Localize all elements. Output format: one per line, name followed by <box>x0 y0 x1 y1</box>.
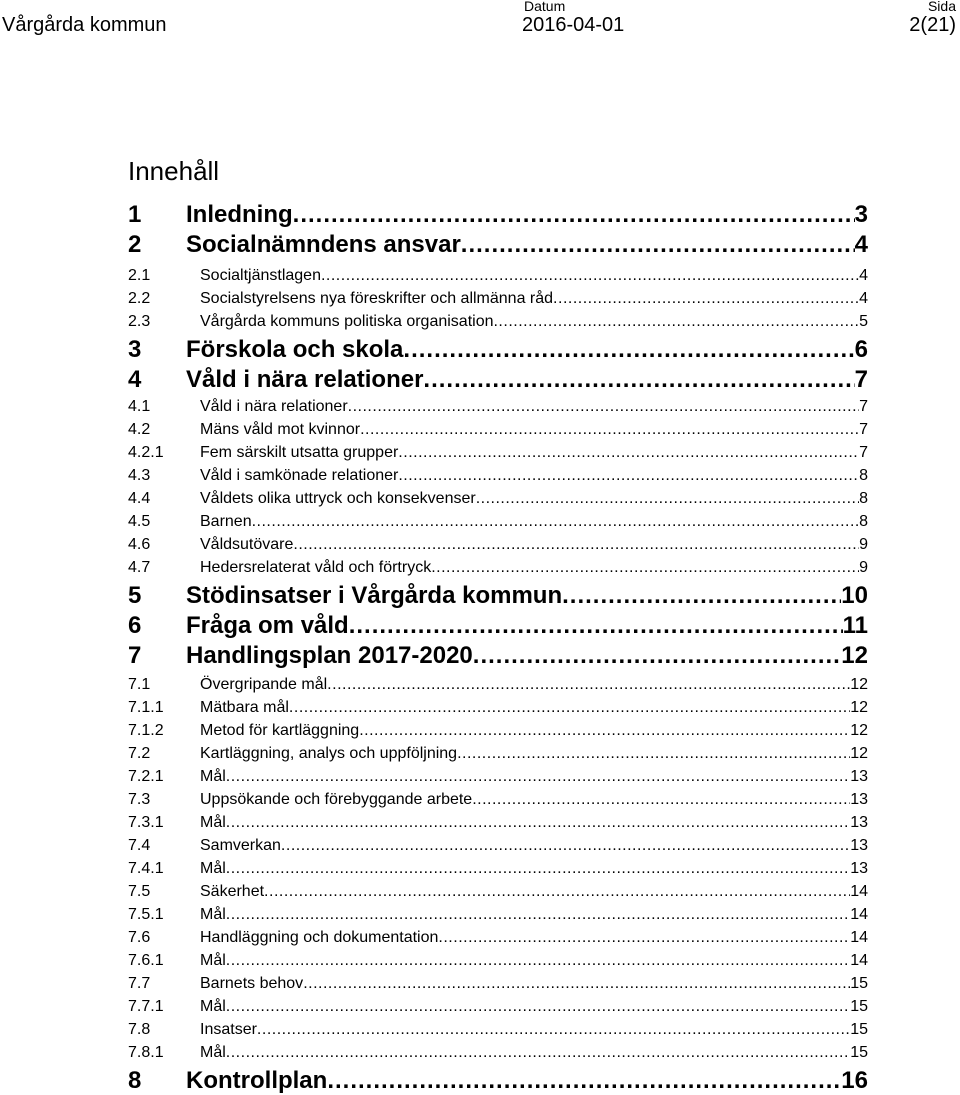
toc-entry[interactable] <box>128 788 868 810</box>
toc-entry-page: 13 <box>850 791 868 808</box>
toc-dot-leader <box>226 997 850 1017</box>
toc-dot-leader <box>457 744 850 764</box>
toc-entry-title: Mål <box>200 814 226 831</box>
toc-dot-leader <box>289 698 850 718</box>
toc-entry[interactable] <box>128 857 868 879</box>
toc-entry[interactable] <box>128 972 868 994</box>
toc-dot-leader <box>327 1067 841 1095</box>
toc-entry-page: 12 <box>850 745 868 762</box>
toc-entry-page: 14 <box>850 906 868 923</box>
toc-entry-number: 4.7 <box>128 559 151 576</box>
toc-dot-leader <box>252 512 860 532</box>
toc-entry-title: Handläggning och dokumentation <box>200 929 439 946</box>
toc-entry-title: Mål <box>200 952 226 969</box>
toc-entry[interactable] <box>128 1018 868 1040</box>
toc-entry[interactable] <box>128 719 868 741</box>
toc-entry-title: Metod för kartläggning <box>200 722 360 739</box>
toc-entry-number: 7.3.1 <box>128 814 164 831</box>
toc-entry-page: 16 <box>841 1067 868 1094</box>
toc-entry[interactable] <box>128 334 868 364</box>
toc-entry-number: 2 <box>128 231 142 258</box>
toc-entry-number: 7.6.1 <box>128 952 164 969</box>
toc-entry[interactable] <box>128 903 868 925</box>
toc-entry-title: Våldsutövare <box>200 536 294 553</box>
toc-entry-title: Socialstyrelsens nya föreskrifter och allmänna råd <box>200 290 554 307</box>
toc-entry-page: 7 <box>859 444 868 461</box>
toc-entry-number: 5 <box>128 582 142 609</box>
toc-entry[interactable] <box>128 696 868 718</box>
toc-entry-title: Mål <box>200 860 226 877</box>
toc-entry-number: 4.2 <box>128 421 151 438</box>
toc-entry-number: 4.1 <box>128 398 151 415</box>
toc-entry-number: 7.1.1 <box>128 699 164 716</box>
toc-entry-title: Mätbara mål <box>200 699 289 716</box>
toc-entry-page: 8 <box>859 490 868 507</box>
toc-entry-number: 4.4 <box>128 490 151 507</box>
page-number: 2(21) <box>909 14 956 36</box>
toc-dot-leader <box>553 289 859 309</box>
toc-dot-leader <box>438 928 850 948</box>
toc-entry-number: 3 <box>128 336 142 363</box>
toc-entry-number: 7.8.1 <box>128 1044 164 1061</box>
toc-entry[interactable] <box>128 1065 868 1095</box>
toc-entry-number: 4.5 <box>128 513 151 530</box>
toc-entry[interactable] <box>128 673 868 695</box>
page-label: Sida <box>927 0 956 14</box>
toc-entry-page: 10 <box>841 582 868 609</box>
toc-entry-page: 12 <box>850 676 868 693</box>
toc-entry-number: 4.6 <box>128 536 151 553</box>
toc-entry-page: 15 <box>850 1021 868 1038</box>
toc-entry-page: 15 <box>850 998 868 1015</box>
toc-entry[interactable] <box>128 464 868 486</box>
toc-entry[interactable] <box>128 287 868 309</box>
toc-dot-leader <box>359 721 850 741</box>
toc-entry-page: 15 <box>850 1044 868 1061</box>
toc-dot-leader <box>398 466 859 486</box>
toc-entry[interactable] <box>128 1041 868 1063</box>
toc-entry-page: 8 <box>859 513 868 530</box>
toc-entry-number: 7.2.1 <box>128 768 164 785</box>
toc-entry[interactable] <box>128 229 868 259</box>
toc-entry[interactable] <box>128 395 868 417</box>
toc-entry-page: 12 <box>850 722 868 739</box>
toc-entry-number: 7.6 <box>128 929 151 946</box>
toc-entry-number: 7.1 <box>128 676 151 693</box>
toc-entry[interactable] <box>128 441 868 463</box>
toc-entry-page: 7 <box>859 398 868 415</box>
toc-entry[interactable] <box>128 364 868 394</box>
toc-dot-leader <box>257 1020 850 1040</box>
toc-entry-title: Mål <box>200 768 226 785</box>
toc-dot-leader <box>264 882 850 902</box>
toc-entry[interactable] <box>128 556 868 578</box>
toc-entry-title: Säkerhet <box>200 883 265 900</box>
toc-entry-number: 7.1.2 <box>128 722 164 739</box>
toc-entry-number: 4.3 <box>128 467 151 484</box>
toc-dot-leader <box>293 535 859 555</box>
date-value: 2016-04-01 <box>522 14 625 36</box>
toc-dot-leader <box>303 974 850 994</box>
toc-entry-page: 11 <box>842 612 868 639</box>
toc-entry-title: Uppsökande och förebyggande arbete <box>200 791 473 808</box>
toc-entry-title: Stödinsatser i Vårgårda kommun <box>186 582 563 609</box>
toc-entry-page: 13 <box>850 860 868 877</box>
organization-name: Vårgårda kommun <box>2 14 167 36</box>
toc-entry-page: 12 <box>841 642 868 669</box>
toc-entry[interactable] <box>128 310 868 332</box>
toc-entry[interactable] <box>128 487 868 509</box>
toc-dot-leader <box>476 489 859 509</box>
toc-entry-number: 7.5 <box>128 883 151 900</box>
toc-entry[interactable] <box>128 949 868 971</box>
toc-entry-page: 12 <box>850 699 868 716</box>
toc-entry-page: 7 <box>859 421 868 438</box>
toc-dot-leader <box>461 231 855 259</box>
toc-dot-leader <box>281 836 850 856</box>
toc-entry-page: 8 <box>859 467 868 484</box>
toc-dot-leader <box>493 312 859 332</box>
toc-entry[interactable] <box>128 418 868 440</box>
toc-entry-page: 6 <box>854 336 868 363</box>
toc-dot-leader <box>403 336 854 364</box>
toc-dot-leader <box>226 951 850 971</box>
toc-entry-title: Handlingsplan 2017-2020 <box>186 642 473 669</box>
toc-entry-title: Barnets behov <box>200 975 304 992</box>
toc-entry-title: Inledning <box>186 201 293 228</box>
toc-entry-number: 7.8 <box>128 1021 151 1038</box>
toc-entry-title: Våld i nära relationer <box>200 398 348 415</box>
toc-title: Innehåll <box>128 156 220 186</box>
toc-entry-number: 7.7 <box>128 975 151 992</box>
toc-entry-page: 9 <box>859 536 868 553</box>
toc-entry-title: Fem särskilt utsatta grupper <box>200 444 399 461</box>
toc-dot-leader <box>321 266 859 286</box>
toc-entry-title: Fråga om våld <box>186 612 349 639</box>
toc-entry-number: 2.1 <box>128 267 151 284</box>
toc-entry[interactable] <box>128 640 868 670</box>
toc-entry-title: Mäns våld mot kvinnor <box>200 421 361 438</box>
toc-entry[interactable] <box>128 742 868 764</box>
toc-dot-leader <box>226 767 850 787</box>
toc-entry-title: Socialnämndens ansvar <box>186 231 461 258</box>
toc-entry-title: Mål <box>200 1044 226 1061</box>
toc-entry-number: 2.3 <box>128 313 151 330</box>
toc-entry-number: 7.7.1 <box>128 998 164 1015</box>
toc-entry-page: 4 <box>859 267 868 284</box>
toc-entry-title: Våld i samkönade relationer <box>200 467 399 484</box>
toc-entry-title: Socialtjänstlagen <box>200 267 321 284</box>
toc-dot-leader <box>473 642 842 670</box>
toc-entry[interactable] <box>128 510 868 532</box>
toc-entry-number: 7.5.1 <box>128 906 164 923</box>
toc-entry-number: 6 <box>128 612 142 639</box>
toc-entry-number: 7.4 <box>128 837 151 854</box>
toc-entry-title: Våldets olika uttryck och konsekvenser <box>200 490 476 507</box>
toc-entry[interactable] <box>128 926 868 948</box>
toc-entry-title: Våld i nära relationer <box>186 366 424 393</box>
toc-entry[interactable] <box>128 995 868 1017</box>
toc-entry[interactable] <box>128 199 868 229</box>
toc-dot-leader <box>327 675 850 695</box>
toc-entry-title: Förskola och skola <box>186 336 404 363</box>
toc-entry-page: 14 <box>850 952 868 969</box>
toc-dot-leader <box>423 366 854 394</box>
toc-entry-page: 15 <box>850 975 868 992</box>
toc-entry[interactable] <box>128 533 868 555</box>
toc-entry-number: 7 <box>128 642 142 669</box>
toc-entry-number: 7.3 <box>128 791 151 808</box>
toc-entry-number: 8 <box>128 1067 142 1094</box>
toc-dot-leader <box>348 397 859 417</box>
toc-entry-title: Kartläggning, analys och uppföljning <box>200 745 458 762</box>
toc-entry[interactable] <box>128 811 868 833</box>
toc-entry-number: 2.2 <box>128 290 151 307</box>
toc-entry-number: 1 <box>128 201 142 228</box>
toc-entry-title: Samverkan <box>200 837 281 854</box>
toc-entry-title: Hedersrelaterat våld och förtryck <box>200 559 432 576</box>
toc-entry-title: Övergripande mål <box>200 676 328 693</box>
toc-entry-number: 7.4.1 <box>128 860 164 877</box>
toc-entry-page: 3 <box>854 201 868 228</box>
toc-entry-title: Barnen <box>200 513 252 530</box>
toc-entry-page: 13 <box>850 814 868 831</box>
toc-entry[interactable] <box>128 610 868 640</box>
toc-entry-page: 5 <box>859 313 868 330</box>
toc-dot-leader <box>226 859 850 879</box>
toc-dot-leader <box>562 582 841 610</box>
toc-entry-number: 7.2 <box>128 745 151 762</box>
toc-dot-leader <box>472 790 850 810</box>
toc-entry-page: 13 <box>850 768 868 785</box>
toc-dot-leader <box>226 813 850 833</box>
toc-dot-leader <box>360 420 859 440</box>
toc-entry-page: 4 <box>859 290 868 307</box>
toc-entry[interactable] <box>128 834 868 856</box>
toc-entry-title: Mål <box>200 906 226 923</box>
toc-entry-title: Vårgårda kommuns politiska organisation <box>200 313 494 330</box>
toc-entry-page: 14 <box>850 883 868 900</box>
toc-entry-page: 4 <box>854 231 868 258</box>
toc-entry-number: 4 <box>128 366 142 393</box>
toc-dot-leader <box>349 612 843 640</box>
toc-entry-number: 4.2.1 <box>128 444 164 461</box>
toc-entry-page: 9 <box>859 559 868 576</box>
toc-dot-leader <box>226 905 850 925</box>
toc-entry[interactable] <box>128 765 868 787</box>
toc-dot-leader <box>293 201 855 229</box>
toc-entry-page: 7 <box>854 366 868 393</box>
toc-dot-leader <box>226 1043 850 1063</box>
toc-dot-leader <box>398 443 859 463</box>
toc-entry-title: Kontrollplan <box>186 1067 328 1094</box>
toc-entry-title: Mål <box>200 998 226 1015</box>
toc-entry-page: 14 <box>850 929 868 946</box>
toc-entry[interactable] <box>128 580 868 610</box>
date-label: Datum <box>524 0 566 14</box>
toc-entry[interactable] <box>128 880 868 902</box>
toc-entry[interactable] <box>128 264 868 286</box>
toc-dot-leader <box>431 558 859 578</box>
toc-entry-page: 13 <box>850 837 868 854</box>
toc-entry-title: Insatser <box>200 1021 257 1038</box>
